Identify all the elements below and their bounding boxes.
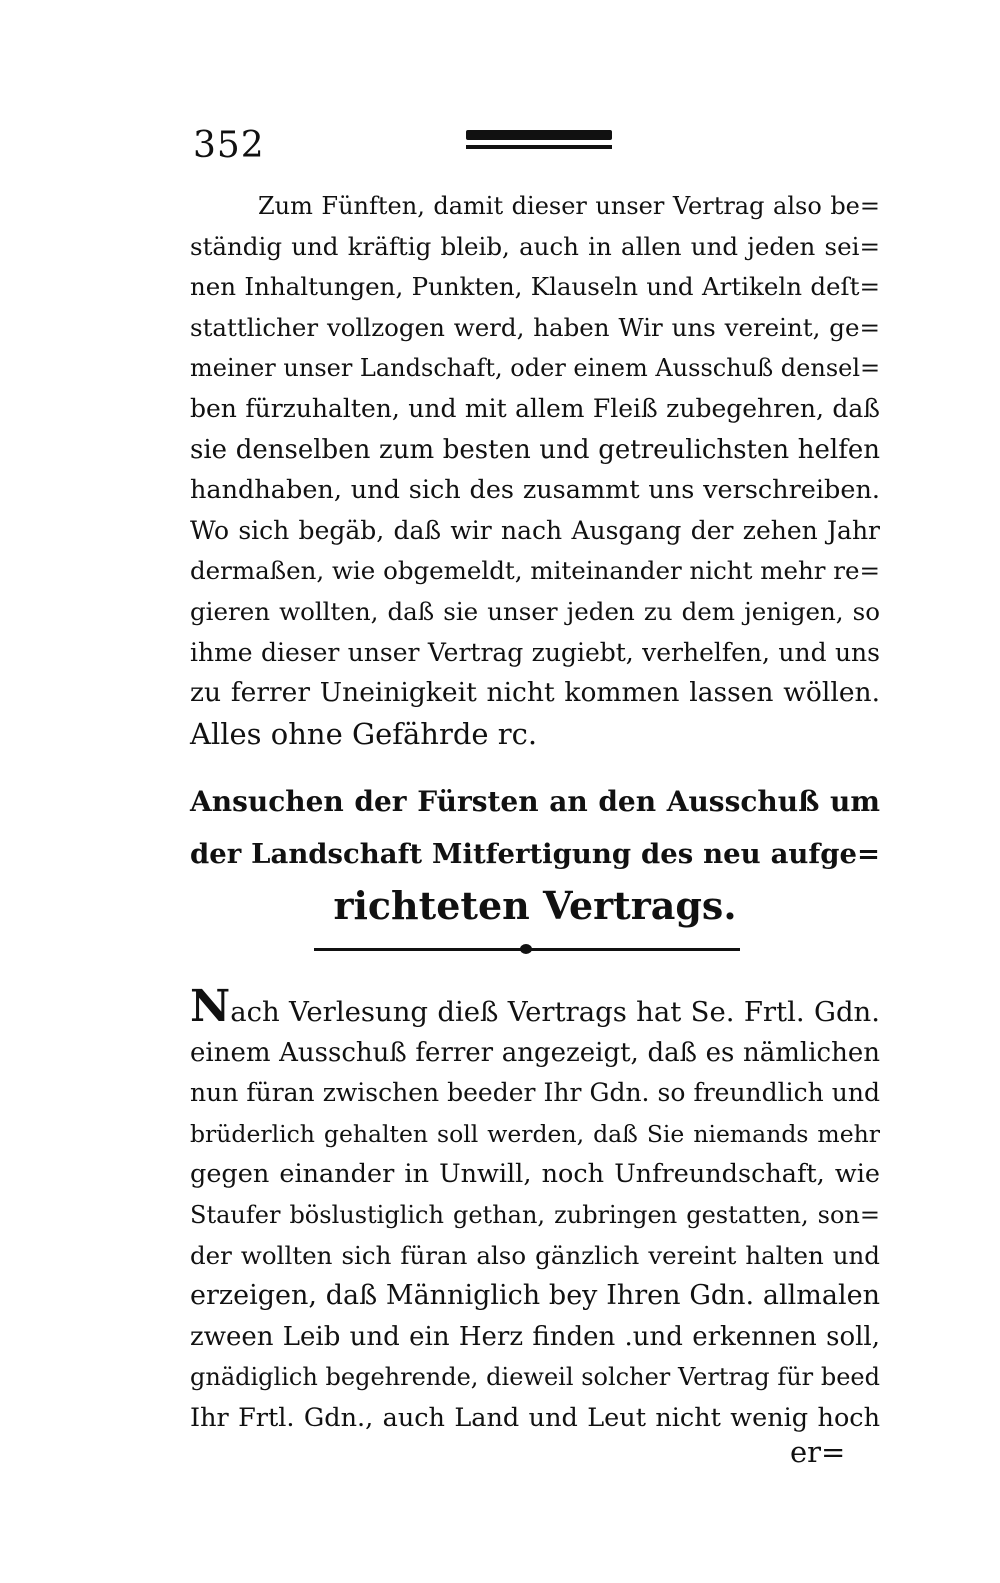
text-line: nun füran zwischen beeder Ihr Gdn. so freundlich und <box>190 1078 880 1108</box>
catchword: er= <box>790 1435 846 1469</box>
header-rule-thick <box>466 130 612 140</box>
section-heading <box>190 776 880 932</box>
paragraph-after-reading <box>190 981 880 1439</box>
text-line: nen Inhaltungen, Punkten, Klauseln und Artikeln deſt= <box>190 272 880 302</box>
text-line: gieren wollten, daß sie unser jeden zu dem jenigen, so <box>190 596 880 626</box>
text-line: brüderlich gehalten soll werden, daß Sie niemands mehr <box>190 1119 880 1148</box>
text-line: einem Ausschuß ferrer angezeigt, daß es nämlichen <box>190 1037 880 1068</box>
heading-line: Ansuchen der Fürsten an den Ausschuß um <box>190 785 880 818</box>
text-line: ben fürzuhalten, und mit allem Fleiß zubegehren, daß <box>190 393 880 423</box>
text-line: meiner unser Landschaft, oder einem Ausschuß densel= <box>190 354 881 383</box>
first-line-text: ach Verlesung dieß Vertrags hat Se. Frtl. Gdn. <box>230 996 880 1028</box>
heading-line: der Landschaft Mitfertigung des neu aufge= <box>190 838 880 870</box>
page-number: 352 <box>193 125 265 166</box>
text-line: stattlicher vollzogen werd, haben Wir uns vereint, ge= <box>190 312 880 342</box>
text-line: Staufer böslustiglich gethan, zubringen gestatten, son= <box>190 1200 880 1229</box>
section-divider <box>314 944 740 954</box>
text-line: Ihr Frtl. Gdn., auch Land und Leut nicht wenig hoch <box>190 1402 880 1433</box>
text-line: gegen einander in Unwill, noch Unfreundschaft, wie <box>190 1159 880 1190</box>
header-rule-thin <box>466 145 612 149</box>
text-line: der wollten sich füran also gänzlich vereint halten und <box>190 1240 880 1270</box>
text-line: sie denselben zum besten und getreulichsten helfen <box>190 434 880 465</box>
text-line: zween Leib und ein Herz finden .und erkennen soll, <box>190 1321 880 1352</box>
text-line: gnädiglich begehrende, dieweil solcher Vertrag für beed <box>190 1363 880 1392</box>
text-line: ständig und kräftig bleib, auch in allen und jeden sei= <box>190 231 880 261</box>
text-line: Zum Fünften, damit dieser unser Vertrag also be= <box>258 192 880 220</box>
drop-initial: N <box>190 981 231 1032</box>
text-line: handhaben, und sich des zusammt uns verschreiben. <box>190 475 880 506</box>
text-line: Alles ohne Gefährde rc. <box>190 716 538 751</box>
text-line: dermaßen, wie obgemeldt, miteinander nicht mehr re= <box>190 556 880 586</box>
heading-line: richteten Vertrags. <box>333 883 737 928</box>
paragraph-treaty-fifth-article <box>190 186 880 754</box>
text-line: ihme dieser unser Vertrag zugiebt, verhelfen, und uns <box>190 637 880 667</box>
text-line: Wo sich begäb, daß wir nach Ausgang der zehen Jahr <box>190 515 880 545</box>
divider-ornament <box>520 944 532 954</box>
text-line-first <box>190 981 880 1033</box>
header-rule <box>466 130 612 152</box>
text-line: erzeigen, daß Männiglich bey Ihren Gdn. allmalen <box>190 1280 880 1312</box>
text-line: zu ferrer Uneinigkeit nicht kommen lassen wöllen. <box>190 677 880 709</box>
